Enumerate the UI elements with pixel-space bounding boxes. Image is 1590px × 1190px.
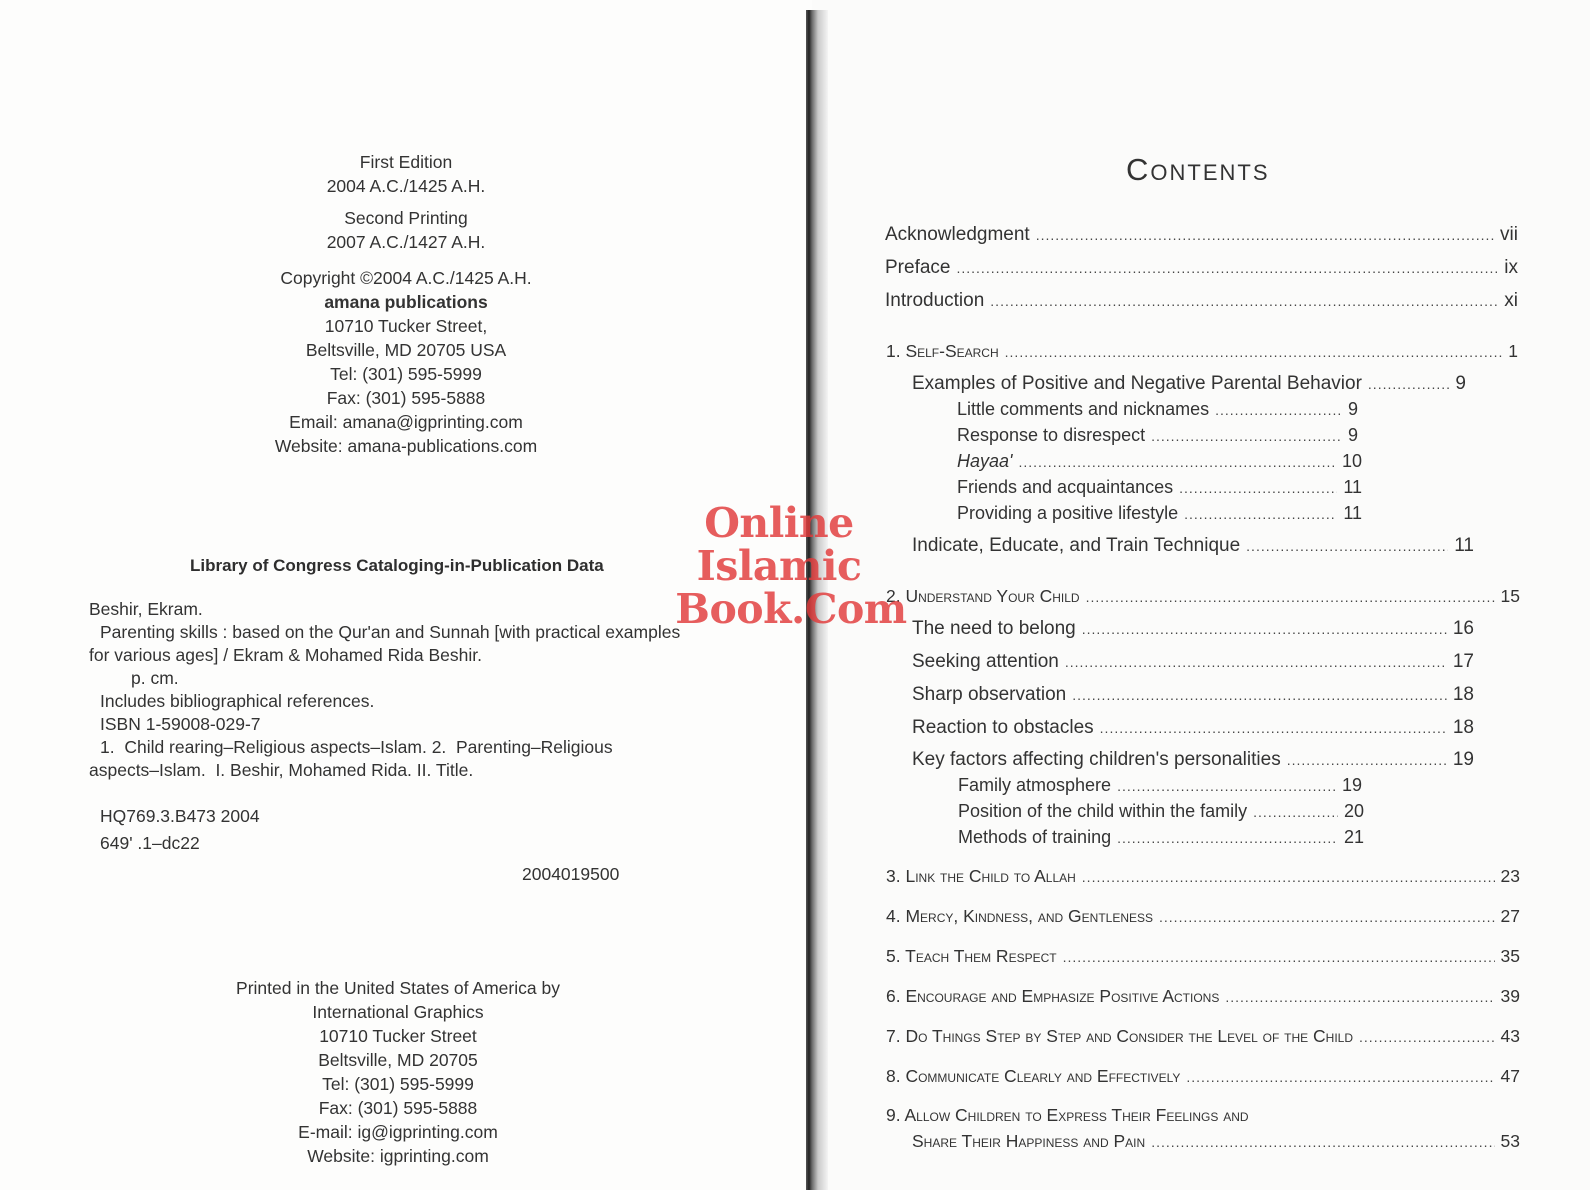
publisher-email: Email: amana@igprinting.com [289, 412, 523, 432]
toc-entry-page: ix [1504, 257, 1518, 278]
toc-entry-page: 19 [1452, 749, 1474, 770]
toc-entry [912, 684, 1474, 706]
toc-dot-leader [1086, 589, 1495, 605]
toc-entry-page: 47 [1500, 1066, 1520, 1086]
toc-entry-page: 17 [1452, 651, 1474, 672]
toc-entry-label: The need to belong [912, 618, 1076, 639]
toc-entry-page: 21 [1343, 827, 1364, 847]
toc-dot-leader [1005, 344, 1503, 360]
toc-entry-page: 27 [1500, 906, 1520, 926]
toc-dot-leader [1151, 428, 1342, 444]
toc-entry-label: 4. Mercy, Kindness, and Gentleness [886, 906, 1154, 926]
toc-entry-page: 16 [1452, 618, 1474, 639]
toc-entry-label: Examples of Positive and Negative Parental Behavior [912, 373, 1362, 394]
toc-dot-leader [1117, 778, 1336, 794]
toc-entry [912, 749, 1474, 771]
toc-entry-page: 11 [1454, 535, 1474, 556]
toc-entry-label: Methods of training [958, 827, 1112, 847]
toc-entry-page: 9 [1347, 425, 1358, 445]
toc-entry [886, 906, 1520, 927]
toc-entry [886, 986, 1520, 1007]
toc-entry-page: 18 [1452, 717, 1474, 738]
edition-block [0, 150, 812, 254]
toc-dot-leader [990, 293, 1498, 309]
cip-title-line1: Parenting skills : based on the Qur'an and Sunnah [with practical examples [100, 622, 681, 642]
toc-entry-label: 7. Do Things Step by Step and Consider the Level of the Child [886, 1026, 1354, 1046]
publisher-name: amana publications [324, 292, 488, 312]
cip-subjects-line1: 1. Child rearing–Religious aspects–Islam. 2. Parenting–Religious [100, 737, 613, 757]
toc-entry [912, 717, 1474, 739]
cip-pages: p. cm. [131, 668, 179, 688]
toc-entry-label: Providing a positive lifestyle [957, 503, 1179, 523]
cip-title-line2: for various ages] / Ekram & Mohamed Rida Beshir. [89, 645, 482, 665]
toc-dot-leader [1072, 687, 1447, 703]
cip-author: Beshir, Ekram. [89, 599, 203, 619]
toc-entry-label: Share Their Happiness and Pain [912, 1131, 1146, 1151]
toc-entry-page: 9 [1455, 373, 1466, 394]
toc-dot-leader [1082, 869, 1495, 885]
toc-entry-page: 9 [1347, 399, 1358, 419]
toc-dot-leader [1359, 1029, 1495, 1045]
toc-dot-leader [1082, 621, 1447, 637]
toc-entry-page: 15 [1500, 586, 1520, 606]
toc-entry [886, 1066, 1520, 1087]
printer-intro: Printed in the United States of America by [236, 978, 560, 998]
toc-entry-label: Family atmosphere [958, 775, 1112, 795]
first-edition-date: 2004 A.C./1425 A.H. [326, 176, 486, 196]
cip-bibliography: Includes bibliographical references. [100, 691, 375, 711]
toc-entry-page: 1 [1508, 341, 1518, 361]
toc-entry [886, 946, 1520, 967]
cip-title: Library of Congress Cataloging-in-Publication Data [190, 556, 604, 575]
toc-entry-label: 9. Allow Children to Express Their Feelings and [886, 1105, 1249, 1125]
printer-website: Website: igprinting.com [307, 1146, 489, 1166]
toc-entry-label: 6. Encourage and Emphasize Positive Actions [886, 986, 1220, 1006]
toc-entry-page: xi [1504, 290, 1518, 311]
printer-tel: Tel: (301) 595-5999 [322, 1074, 474, 1094]
cip-isbn: ISBN 1-59008-029-7 [100, 714, 261, 734]
toc-entry [912, 618, 1474, 640]
lc-classification: HQ769.3.B473 2004 [100, 806, 260, 826]
toc-entry-label: Response to disrespect [957, 425, 1146, 445]
toc-entry-page: 39 [1500, 986, 1520, 1006]
publisher-street: 10710 Tucker Street, [324, 316, 488, 336]
toc-entry-page: 18 [1452, 684, 1474, 705]
toc-entry-label: Little comments and nicknames [957, 399, 1210, 419]
toc-dot-leader [1159, 909, 1495, 925]
watermark-line1: Online Islamic [696, 499, 862, 590]
toc-entry [958, 801, 1364, 822]
toc-entry [912, 1131, 1520, 1152]
toc-entry-page: 53 [1500, 1131, 1520, 1151]
toc-entry-label: Friends and acquaintances [957, 477, 1174, 497]
toc-entry-label: 1. Self-Search [886, 341, 999, 361]
toc-entry-label: 2. Understand Your Child [886, 586, 1080, 606]
toc-entry-page: 23 [1500, 866, 1520, 886]
toc-entry [912, 373, 1466, 395]
toc-entry [957, 425, 1358, 446]
toc-entry-page: 11 [1343, 503, 1362, 523]
first-edition: First Edition [359, 152, 453, 172]
toc-dot-leader [1100, 720, 1447, 736]
toc-entry [912, 651, 1474, 673]
toc-dot-leader [1186, 1069, 1494, 1085]
lccn-number: 2004019500 [522, 864, 620, 884]
toc-entry [958, 775, 1362, 796]
toc-dot-leader [1151, 1134, 1494, 1150]
toc-entry-label: 5. Teach Them Respect [886, 946, 1057, 966]
toc-entry-page: 20 [1343, 801, 1364, 821]
toc-dot-leader [1179, 480, 1337, 496]
toc-dot-leader [1117, 830, 1338, 846]
toc-entry [885, 290, 1518, 312]
toc-entry-label: Acknowledgment [885, 224, 1030, 245]
toc-dot-leader [1246, 538, 1448, 554]
toc-entry-label: Seeking attention [912, 651, 1059, 672]
toc-entry [886, 866, 1520, 887]
printer-street: 10710 Tucker Street [319, 1026, 477, 1046]
toc-entry-label: 8. Communicate Clearly and Effectively [886, 1066, 1181, 1086]
printer-block [0, 976, 804, 1168]
printer-name: International Graphics [312, 1002, 484, 1022]
contents-title: Contents [1126, 152, 1270, 187]
toc-dot-leader [956, 260, 1498, 276]
toc-entry-label: Reaction to obstacles [912, 717, 1094, 738]
toc-dot-leader [1368, 376, 1450, 392]
toc-entry [958, 827, 1364, 848]
toc-dot-leader [1287, 752, 1447, 768]
publisher-city: Beltsville, MD 20705 USA [305, 340, 507, 360]
printer-email: E-mail: ig@igprinting.com [298, 1122, 498, 1142]
watermark [632, 499, 932, 633]
toc-dot-leader [1036, 227, 1494, 243]
toc-entry [885, 257, 1518, 279]
toc-entry-page: 35 [1500, 946, 1520, 966]
printer-city: Beltsville, MD 20705 [318, 1050, 478, 1070]
toc-entry-label: Hayaa' [957, 451, 1013, 471]
printer-fax: Fax: (301) 595-5888 [318, 1098, 478, 1118]
toc-entry-label: Indicate, Educate, and Train Technique [912, 535, 1241, 556]
toc-entry-label: Preface [885, 257, 951, 278]
toc-entry [885, 224, 1518, 246]
toc-entry-page: vii [1500, 224, 1518, 245]
toc-dot-leader [1215, 402, 1342, 418]
publisher-fax: Fax: (301) 595-5888 [326, 388, 486, 408]
watermark-line2: Book.Com [675, 585, 907, 633]
toc-dot-leader [1018, 454, 1336, 470]
toc-entry-label: Sharp observation [912, 684, 1067, 705]
toc-entry-label: Introduction [885, 290, 985, 311]
toc-entry-page: 11 [1343, 477, 1362, 497]
toc-dot-leader [1184, 506, 1337, 522]
toc-entry [957, 503, 1362, 524]
toc-entry [957, 477, 1362, 498]
toc-entry-label: Key factors affecting children's personalities [912, 749, 1281, 770]
toc-entry [886, 341, 1518, 362]
second-printing: Second Printing [344, 208, 468, 228]
toc-entry [912, 535, 1474, 557]
publisher-tel: Tel: (301) 595-5999 [330, 364, 482, 384]
toc-entry-page: 43 [1500, 1026, 1520, 1046]
toc-entry [957, 451, 1362, 472]
toc-entry-page: 10 [1341, 451, 1362, 471]
toc-entry-label: Position of the child within the family [958, 801, 1248, 821]
publisher-website: Website: amana-publications.com [274, 436, 538, 456]
cip-subjects-line2: aspects–Islam. I. Beshir, Mohamed Rida. II. Title. [89, 760, 474, 780]
toc-entry [886, 1026, 1520, 1047]
copyright-line: Copyright ©2004 A.C./1425 A.H. [280, 268, 532, 288]
second-printing-date: 2007 A.C./1427 A.H. [326, 232, 486, 252]
toc-dot-leader [1063, 949, 1495, 965]
toc-dot-leader [1225, 989, 1494, 1005]
dewey-classification: 649' .1–dc22 [100, 833, 200, 853]
toc-dot-leader [1253, 804, 1338, 820]
toc-entry-page: 19 [1341, 775, 1362, 795]
publisher-block [0, 266, 812, 458]
toc-entry [957, 399, 1358, 420]
toc-entry-label: 3. Link the Child to Allah [886, 866, 1076, 886]
toc-dot-leader [1065, 654, 1447, 670]
toc-entry [886, 1105, 1330, 1126]
toc-entry [886, 586, 1520, 607]
